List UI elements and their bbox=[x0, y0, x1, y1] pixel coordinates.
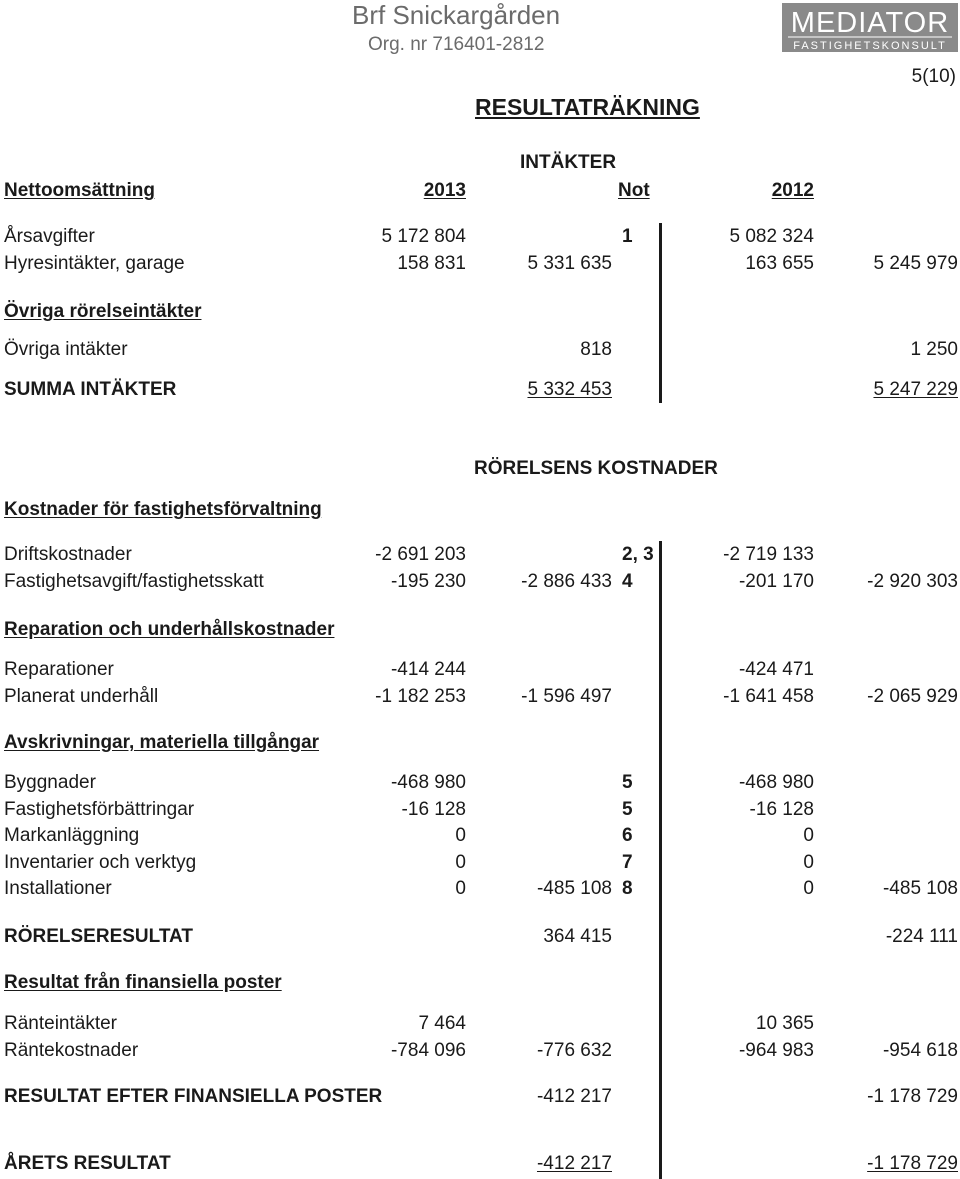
logo-bottom-text: FASTIGHETSKONSULT bbox=[793, 40, 947, 52]
row-label: RÖRELSERESULTAT bbox=[4, 926, 193, 947]
table-row bbox=[0, 226, 960, 248]
row-note: 2, 3 bbox=[622, 544, 654, 565]
row-sum-2012: -1 178 729 bbox=[867, 1086, 958, 1107]
row-value-2012: 10 365 bbox=[755, 1013, 814, 1034]
logo-top-text: MEDIATOR bbox=[790, 7, 950, 39]
col-label-header: Nettoomsättning bbox=[4, 180, 155, 201]
row-label: Hyresintäkter, garage bbox=[4, 253, 185, 274]
sum-income-row bbox=[0, 379, 960, 401]
row-value-2013: 0 bbox=[455, 851, 466, 873]
row-sum-2012: -2 065 929 bbox=[867, 686, 958, 707]
row-value-2013: 7 464 bbox=[418, 1013, 466, 1034]
page-number: 5(10) bbox=[911, 66, 956, 87]
row-sum-2012: -954 618 bbox=[882, 1040, 958, 1061]
row-value-2013: -2 691 203 bbox=[375, 544, 466, 565]
row-note: 5 bbox=[622, 798, 633, 820]
operating-result-row bbox=[0, 926, 960, 948]
row-sum-2012: -224 111 bbox=[885, 926, 958, 947]
col-2013-header: 2013 bbox=[423, 180, 466, 201]
table-row bbox=[0, 253, 960, 275]
note-divider-top bbox=[659, 223, 662, 403]
row-value-2012: 0 bbox=[803, 878, 814, 899]
row-value-2013: -784 096 bbox=[390, 1040, 466, 1061]
other-income-heading: Övriga rörelseintäkter bbox=[4, 301, 202, 322]
row-sum-2013: -2 886 433 bbox=[521, 571, 612, 592]
table-row bbox=[0, 1040, 960, 1062]
row-note: 8 bbox=[622, 878, 633, 899]
row-value-2013: 5 172 804 bbox=[381, 226, 466, 247]
row-sum-2013: -412 217 bbox=[536, 1086, 612, 1107]
row-value-2013: 0 bbox=[455, 825, 466, 846]
row-value-2012: -1 641 458 bbox=[723, 686, 814, 707]
row-value-2013: -16 128 bbox=[401, 798, 466, 820]
row-sum-2012: -2 920 303 bbox=[867, 571, 958, 592]
row-sum-2013: -1 596 497 bbox=[521, 686, 612, 707]
row-label: Reparationer bbox=[4, 659, 114, 680]
depreciation-heading: Avskrivningar, materiella tillgångar bbox=[4, 732, 320, 753]
row-value-2013: 0 bbox=[455, 878, 466, 899]
col-2012-header: 2012 bbox=[771, 180, 814, 201]
row-label: Räntekostnader bbox=[4, 1040, 139, 1061]
table-row bbox=[0, 772, 960, 794]
table-row bbox=[0, 544, 960, 566]
other-income-row bbox=[0, 339, 960, 361]
row-label: Planerat underhåll bbox=[4, 686, 159, 707]
repair-heading: Reparation och underhållskostnader bbox=[4, 619, 335, 640]
row-label: Fastighetsavgift/fastighetsskatt bbox=[4, 571, 264, 592]
row-label: Byggnader bbox=[4, 772, 96, 793]
row-label: Driftskostnader bbox=[4, 544, 132, 565]
row-value-2012: -468 980 bbox=[738, 772, 814, 793]
row-value-2013: 158 831 bbox=[397, 253, 466, 274]
row-sum-2013: -776 632 bbox=[536, 1040, 612, 1061]
row-label: SUMMA INTÄKTER bbox=[4, 379, 177, 400]
row-sum-2013: 5 331 635 bbox=[527, 253, 612, 274]
row-value-2012: -964 983 bbox=[738, 1040, 814, 1061]
income-heading: INTÄKTER bbox=[520, 152, 617, 173]
row-value-2013: -468 980 bbox=[390, 772, 466, 793]
table-row bbox=[0, 686, 960, 708]
financial-heading: Resultat från finansiella poster bbox=[4, 972, 282, 993]
row-value-2013: -414 244 bbox=[390, 659, 466, 680]
table-row bbox=[0, 825, 960, 847]
row-note: 4 bbox=[622, 571, 633, 592]
row-sum-2013: 364 415 bbox=[543, 926, 612, 947]
column-header-row bbox=[0, 180, 960, 202]
row-sum-2012: 5 245 979 bbox=[873, 253, 958, 274]
row-label: Inventarier och verktyg bbox=[4, 851, 197, 873]
row-label: Fastighetsförbättringar bbox=[4, 798, 195, 820]
row-value-2012: 163 655 bbox=[745, 253, 814, 274]
row-sum-2012: 1 250 bbox=[910, 339, 958, 360]
row-value-2012: 0 bbox=[803, 825, 814, 846]
row-value-2013: -195 230 bbox=[390, 571, 466, 592]
row-label: Ränteintäkter bbox=[4, 1013, 118, 1034]
row-label: Årsavgifter bbox=[4, 226, 95, 247]
mediator-logo bbox=[782, 3, 958, 52]
row-note: 6 bbox=[622, 825, 633, 846]
row-sum-2012: -1 178 729 bbox=[867, 1153, 958, 1174]
table-row bbox=[0, 852, 960, 874]
row-sum-2013: -412 217 bbox=[536, 1153, 612, 1174]
year-result-row bbox=[0, 1153, 960, 1175]
row-label: Markanläggning bbox=[4, 825, 140, 846]
row-sum-2012: 5 247 229 bbox=[873, 379, 958, 400]
row-sum-2013: -485 108 bbox=[536, 878, 612, 899]
org-number: Org. nr 716401-2812 bbox=[368, 34, 545, 55]
col-note-header: Not bbox=[618, 180, 650, 201]
table-row bbox=[0, 799, 960, 821]
row-value-2012: -201 170 bbox=[738, 571, 814, 592]
row-note: 5 bbox=[622, 772, 633, 793]
row-value-2012: 5 082 324 bbox=[729, 226, 814, 247]
row-value-2012: -2 719 133 bbox=[723, 544, 814, 565]
row-label: ÅRETS RESULTAT bbox=[4, 1153, 171, 1174]
table-row bbox=[0, 878, 960, 900]
row-value-2013: -1 182 253 bbox=[375, 686, 466, 707]
page-title: RESULTATRÄKNING bbox=[475, 94, 700, 120]
row-label: Installationer bbox=[4, 878, 112, 899]
table-row bbox=[0, 659, 960, 681]
management-heading: Kostnader för fastighetsförvaltning bbox=[4, 499, 322, 520]
row-value-2012: -16 128 bbox=[749, 798, 814, 820]
row-value-2012: 0 bbox=[803, 851, 814, 873]
row-sum-2013: 5 332 453 bbox=[527, 379, 612, 400]
row-label: RESULTAT EFTER FINANSIELLA POSTER bbox=[4, 1086, 383, 1107]
row-note: 1 bbox=[622, 226, 633, 247]
costs-heading: RÖRELSENS KOSTNADER bbox=[474, 458, 718, 479]
table-row bbox=[0, 1013, 960, 1035]
company-name: Brf Snickargården bbox=[352, 0, 561, 30]
row-label: Övriga intäkter bbox=[4, 339, 128, 360]
row-note: 7 bbox=[622, 851, 633, 873]
table-row bbox=[0, 571, 960, 593]
row-value-2012: -424 471 bbox=[738, 659, 814, 680]
after-financial-row bbox=[0, 1086, 960, 1108]
row-sum-2012: -485 108 bbox=[882, 878, 958, 899]
row-sum-2013: 818 bbox=[580, 339, 612, 360]
